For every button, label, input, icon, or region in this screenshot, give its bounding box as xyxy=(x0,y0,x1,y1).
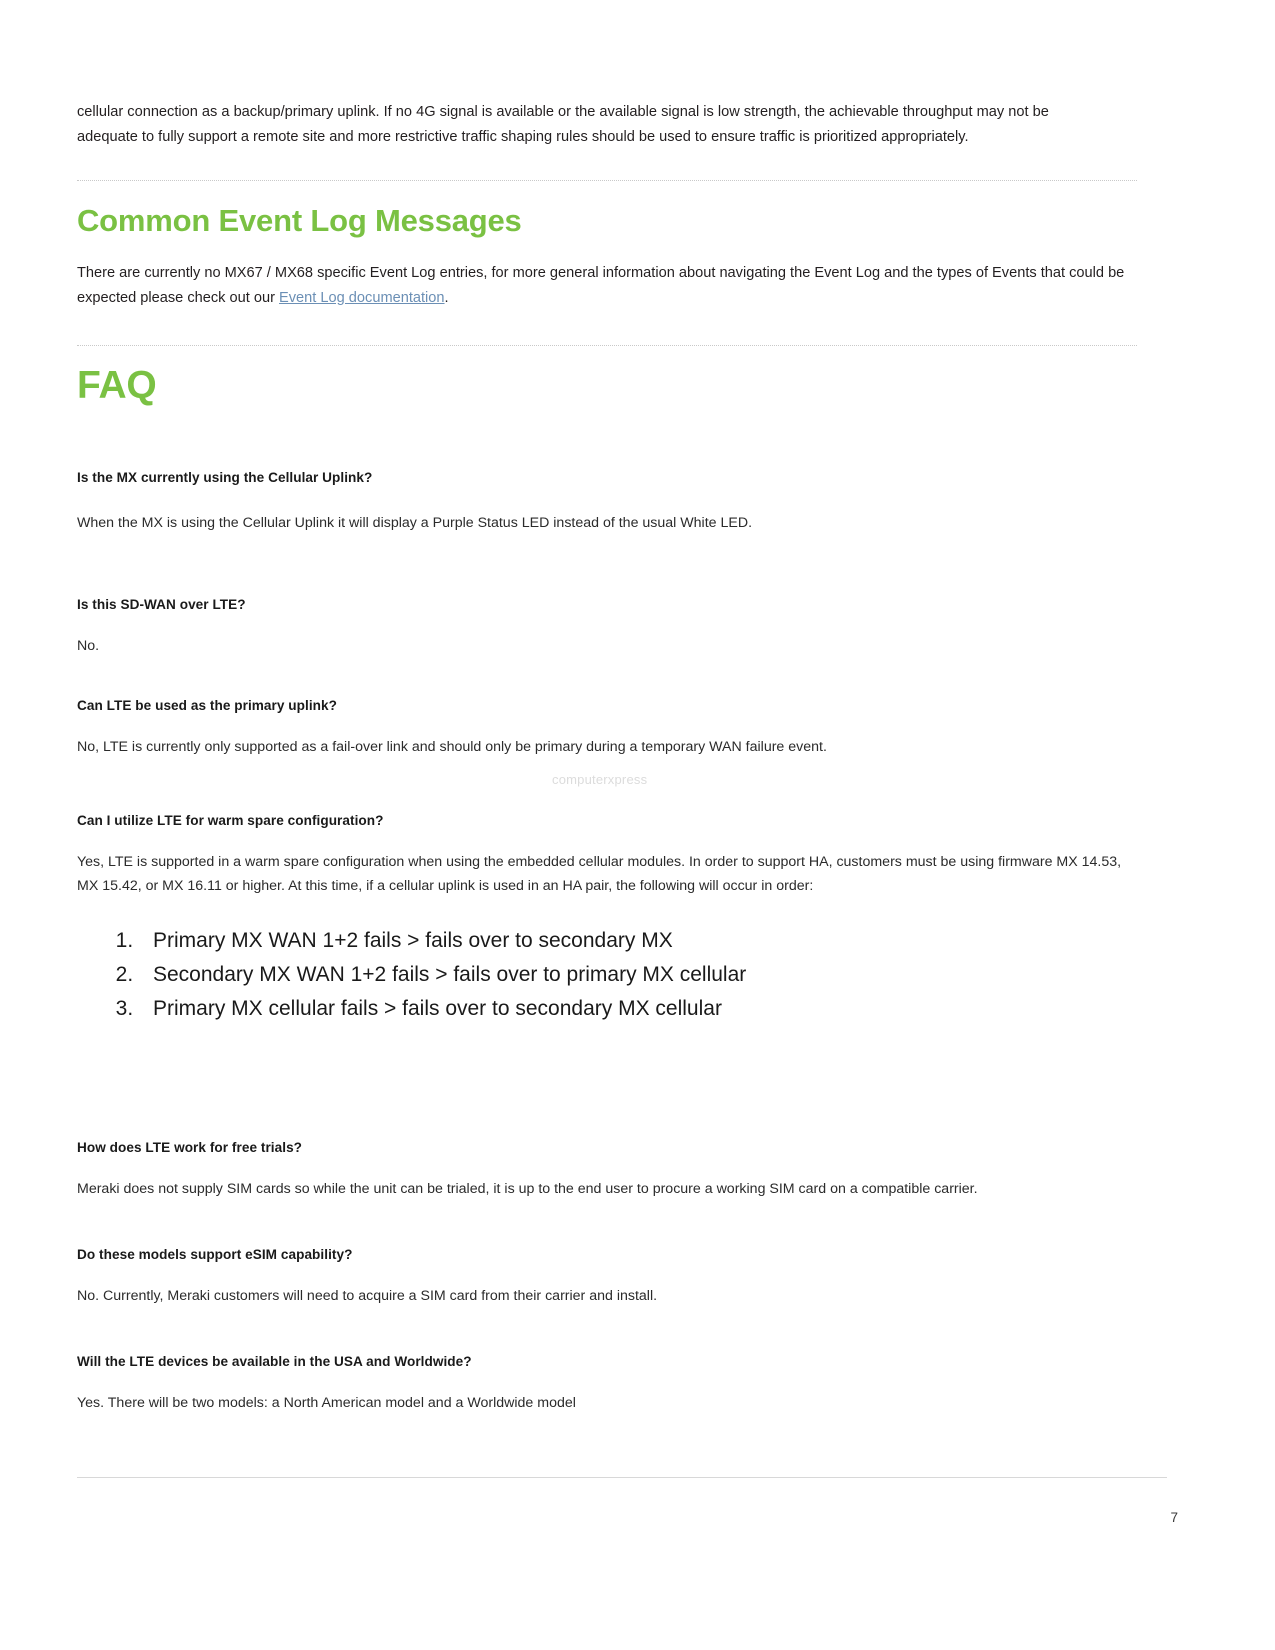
spacer xyxy=(77,1155,1177,1177)
heading-common-event-log-messages: Common Event Log Messages xyxy=(77,203,522,238)
faq-question-cellular-uplink: Is the MX currently using the Cellular Uplink? xyxy=(77,470,373,485)
event-log-text-before-link: There are currently no MX67 / MX68 specific Event Log entries, for more general information about navigating the Event Log and the types of Events that could be expected please check out our xyxy=(77,265,1125,306)
document-content xyxy=(77,100,1177,1478)
spacer xyxy=(77,535,1177,597)
warm-spare-failover-steps xyxy=(77,924,1177,1026)
list-item: 3. Primary MX cellular fails > fails over to secondary MX cellular xyxy=(139,992,1177,1026)
faq-question-usa-worldwide: Will the LTE devices be available in the USA and Worldwide? xyxy=(77,1354,472,1369)
faq-question-esim: Do these models support eSIM capability? xyxy=(77,1247,353,1262)
spacer xyxy=(77,713,1177,735)
faq-answer-warm-spare: Yes, LTE is supported in a warm spare configuration when using the embedded cellular modules. In order to support HA, customers must be using firmware MX 14.53, MX 15.42, or MX 16.11 or higher. At this time, if a cellular uplink is used in an HA pair, the following will occur in order: xyxy=(77,854,1122,894)
spacer xyxy=(77,150,1177,180)
spacer xyxy=(77,485,1177,511)
spacer xyxy=(77,346,1177,364)
spacer xyxy=(77,658,1177,698)
list-item: 2. Secondary MX WAN 1+2 fails > fails over to primary MX cellular xyxy=(139,958,1177,992)
watermark-text: computerxpress xyxy=(552,772,648,787)
spacer xyxy=(77,1308,1177,1354)
list-item: 1. Primary MX WAN 1+2 fails > fails over to secondary MX xyxy=(139,924,1177,958)
faq-answer-cellular-uplink: When the MX is using the Cellular Uplink it will display a Purple Status LED instead of the usual White LED. xyxy=(77,515,753,531)
faq-answer-usa-worldwide: Yes. There will be two models: a North American model and a Worldwide model xyxy=(77,1395,576,1411)
spacer xyxy=(77,181,1177,203)
faq-question-free-trials: How does LTE work for free trials? xyxy=(77,1140,303,1155)
spacer xyxy=(77,828,1177,850)
spacer xyxy=(77,759,1177,813)
page-number: 7 xyxy=(1170,1510,1178,1525)
event-log-paragraph xyxy=(77,261,1132,311)
spacer xyxy=(77,1026,1177,1110)
spacer xyxy=(77,1369,1177,1391)
spacer xyxy=(77,311,1177,345)
event-log-documentation-link[interactable]: Event Log documentation xyxy=(279,290,445,306)
spacer xyxy=(77,1110,1177,1140)
footer-divider xyxy=(77,1477,1167,1478)
spacer xyxy=(77,612,1177,634)
faq-question-primary-uplink: Can LTE be used as the primary uplink? xyxy=(77,698,337,713)
heading-faq: FAQ xyxy=(77,364,157,407)
spacer xyxy=(77,239,1177,261)
spacer xyxy=(77,408,1177,470)
faq-question-warm-spare: Can I utilize LTE for warm spare configuration? xyxy=(77,813,384,828)
spacer xyxy=(77,1201,1177,1247)
event-log-text-after-link: . xyxy=(444,290,449,306)
faq-question-sdwan-over-lte: Is this SD-WAN over LTE? xyxy=(77,597,246,612)
spacer xyxy=(77,1415,1177,1477)
faq-answer-sdwan-over-lte: No. xyxy=(77,638,100,654)
spacer xyxy=(77,1262,1177,1284)
faq-answer-esim: No. Currently, Meraki customers will need to acquire a SIM card from their carrier and install. xyxy=(77,1288,658,1304)
intro-paragraph: cellular connection as a backup/primary uplink. If no 4G signal is available or the available signal is low strength, the achievable throughput may not be adequate to fully support a remote site and more restrictive traffic shaping rules should be used to ensure traffic is prioritized appropriately. xyxy=(77,104,1049,145)
faq-answer-primary-uplink: No, LTE is currently only supported as a fail-over link and should only be primary during a temporary WAN failure event. xyxy=(77,739,827,755)
faq-answer-free-trials: Meraki does not supply SIM cards so while the unit can be trialed, it is up to the end user to procure a working SIM card on a compatible carrier. xyxy=(77,1181,978,1197)
spacer xyxy=(77,898,1177,924)
